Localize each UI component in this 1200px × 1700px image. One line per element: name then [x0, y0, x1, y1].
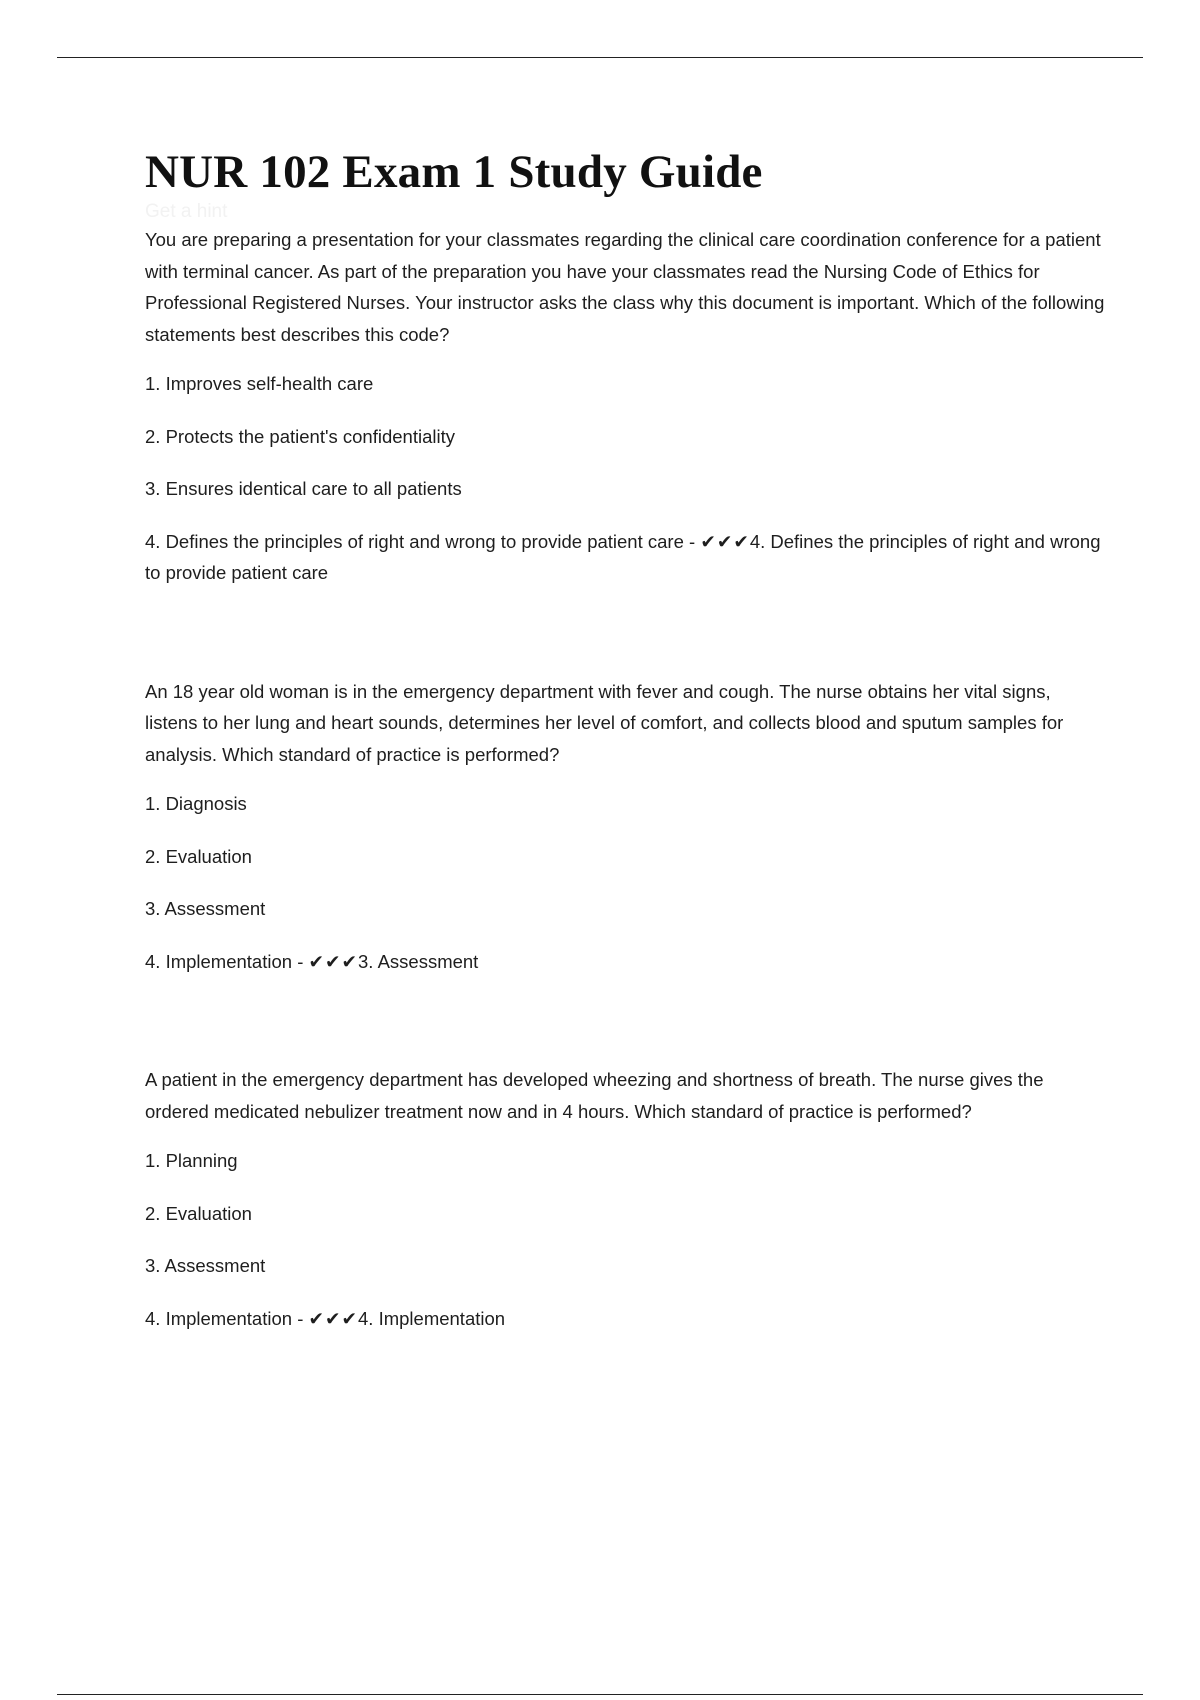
answer-option: 3. Assessment	[145, 898, 266, 919]
answer-option: 2. Evaluation	[145, 845, 252, 867]
answer-option: 3. Assessment	[145, 1255, 266, 1276]
question-block-2	[145, 676, 1105, 978]
answer-option-with-key	[145, 1303, 1105, 1335]
question-prompt: You are preparing a presentation for your classmates regarding the clinical care coordination conference for a patient with terminal cancer. As part of the preparation you have your classmates read the Nursing Code of Ethics for Professional Registered Nurses. Your instructor asks the class why this document is important. Which of the following statements best describes this code?	[145, 229, 1105, 345]
answer-option: 2. Evaluation	[145, 1202, 252, 1224]
faint-hint-text: Get a hint	[145, 201, 228, 222]
check-marks: ✔✔✔	[308, 950, 359, 972]
correct-answer: 3. Assessment	[358, 950, 479, 972]
correct-answer: 4. Defines the principles of right and wrong to provide patient care	[145, 530, 1101, 583]
document-body	[145, 142, 1105, 1355]
question-block-3	[145, 1064, 1105, 1334]
page-title: NUR 102 Exam 1 Study Guide	[145, 146, 763, 198]
block-spacer	[145, 610, 1105, 670]
top-rule	[57, 57, 1143, 58]
question-prompt: An 18 year old woman is in the emergency department with fever and cough. The nurse obtains her vital signs, listens to her lung and heart sounds, determines her level of comfort, and collects blood and sputum samples for analysis. Which standard of practice is performed?	[145, 680, 1064, 765]
check-marks: ✔✔✔	[700, 530, 750, 552]
answer-option: 3. Ensures identical care to all patients	[145, 478, 462, 499]
answer-option: 1. Diagnosis	[145, 793, 247, 814]
answer-option-text: 4. Implementation -	[145, 950, 304, 972]
question-prompt: A patient in the emergency department has developed wheezing and shortness of breath. The nurse gives the ordered medicated nebulizer treatment now and in 4 hours. Which standard of practice is performed?	[145, 1069, 1044, 1122]
answer-option: 2. Protects the patient's confidentiality	[145, 425, 455, 447]
answer-option: 1. Planning	[145, 1150, 238, 1171]
answer-option-text: 4. Implementation -	[145, 1307, 304, 1329]
answer-option-text: 4. Defines the principles of right and wrong to provide patient care -	[145, 530, 696, 552]
bottom-rule	[57, 1694, 1143, 1695]
question-block-1	[145, 224, 1105, 589]
block-spacer	[145, 998, 1105, 1058]
check-marks: ✔✔✔	[308, 1307, 359, 1329]
answer-option-with-key	[145, 946, 1105, 978]
answer-option: 1. Improves self-health care	[145, 373, 374, 394]
answer-option-with-key	[145, 526, 1105, 589]
correct-answer: 4. Implementation	[358, 1307, 506, 1329]
